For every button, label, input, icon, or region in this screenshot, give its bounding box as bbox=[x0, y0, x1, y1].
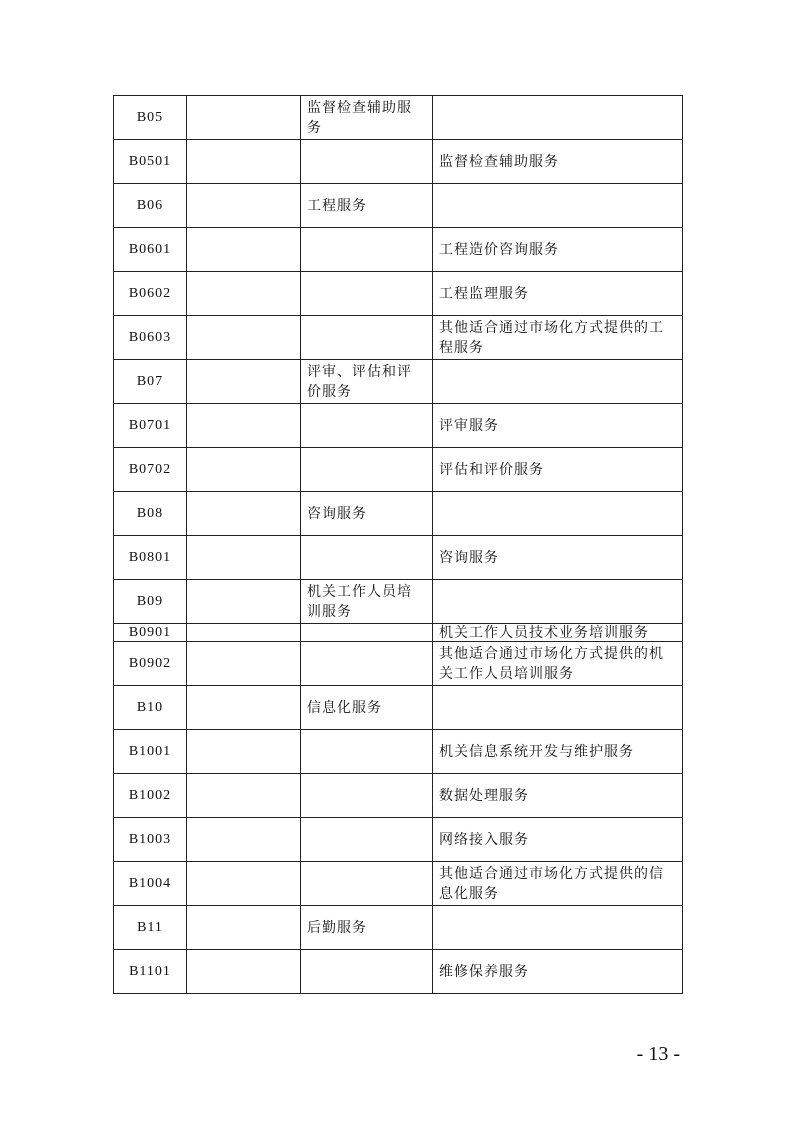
table-row bbox=[114, 950, 683, 994]
row-code: B1002 bbox=[114, 774, 187, 818]
row-subcategory: 评审、评估和评价服务 bbox=[301, 360, 433, 404]
row-category bbox=[187, 774, 301, 818]
row-code: B0501 bbox=[114, 140, 187, 184]
row-subcategory: 信息化服务 bbox=[301, 686, 433, 730]
row-subcategory bbox=[301, 448, 433, 492]
row-category bbox=[187, 906, 301, 950]
row-code: B1004 bbox=[114, 862, 187, 906]
row-subcategory bbox=[301, 730, 433, 774]
table-row bbox=[114, 272, 683, 316]
table-row bbox=[114, 448, 683, 492]
row-subcategory: 后勤服务 bbox=[301, 906, 433, 950]
table-row bbox=[114, 492, 683, 536]
row-code: B0601 bbox=[114, 228, 187, 272]
row-category bbox=[187, 642, 301, 686]
row-code: B0602 bbox=[114, 272, 187, 316]
table-row bbox=[114, 774, 683, 818]
row-subcategory: 咨询服务 bbox=[301, 492, 433, 536]
row-subcategory bbox=[301, 818, 433, 862]
row-code: B11 bbox=[114, 906, 187, 950]
row-category bbox=[187, 624, 301, 642]
table-row bbox=[114, 228, 683, 272]
row-item bbox=[433, 580, 683, 624]
row-subcategory bbox=[301, 404, 433, 448]
row-category bbox=[187, 184, 301, 228]
table-row bbox=[114, 862, 683, 906]
row-subcategory bbox=[301, 642, 433, 686]
table-row bbox=[114, 184, 683, 228]
table-row bbox=[114, 642, 683, 686]
row-category bbox=[187, 360, 301, 404]
row-item: 评审服务 bbox=[433, 404, 683, 448]
table-row bbox=[114, 360, 683, 404]
row-code: B0702 bbox=[114, 448, 187, 492]
row-item bbox=[433, 906, 683, 950]
row-category bbox=[187, 862, 301, 906]
table-row bbox=[114, 906, 683, 950]
row-code: B1001 bbox=[114, 730, 187, 774]
table-row bbox=[114, 730, 683, 774]
row-item: 维修保养服务 bbox=[433, 950, 683, 994]
table-row bbox=[114, 96, 683, 140]
table-row bbox=[114, 818, 683, 862]
row-subcategory bbox=[301, 272, 433, 316]
row-category bbox=[187, 818, 301, 862]
row-item: 其他适合通过市场化方式提供的工程服务 bbox=[433, 316, 683, 360]
row-item bbox=[433, 492, 683, 536]
row-item bbox=[433, 360, 683, 404]
row-code: B05 bbox=[114, 96, 187, 140]
page-number: - 13 - bbox=[636, 1043, 680, 1065]
row-subcategory bbox=[301, 536, 433, 580]
row-item: 网络接入服务 bbox=[433, 818, 683, 862]
row-subcategory bbox=[301, 316, 433, 360]
row-category bbox=[187, 950, 301, 994]
row-category bbox=[187, 492, 301, 536]
row-item bbox=[433, 96, 683, 140]
row-item: 机关工作人员技术业务培训服务 bbox=[433, 624, 683, 642]
row-subcategory bbox=[301, 140, 433, 184]
row-item: 评估和评价服务 bbox=[433, 448, 683, 492]
row-item: 咨询服务 bbox=[433, 536, 683, 580]
table-row bbox=[114, 686, 683, 730]
row-item: 监督检查辅助服务 bbox=[433, 140, 683, 184]
row-category bbox=[187, 448, 301, 492]
row-category bbox=[187, 686, 301, 730]
row-code: B0901 bbox=[114, 624, 187, 642]
row-item bbox=[433, 184, 683, 228]
row-subcategory bbox=[301, 774, 433, 818]
row-category bbox=[187, 272, 301, 316]
row-code: B0701 bbox=[114, 404, 187, 448]
row-category bbox=[187, 404, 301, 448]
row-subcategory bbox=[301, 624, 433, 642]
row-subcategory: 机关工作人员培训服务 bbox=[301, 580, 433, 624]
row-code: B07 bbox=[114, 360, 187, 404]
row-category bbox=[187, 316, 301, 360]
row-category bbox=[187, 96, 301, 140]
row-code: B0603 bbox=[114, 316, 187, 360]
row-code: B0801 bbox=[114, 536, 187, 580]
row-subcategory: 工程服务 bbox=[301, 184, 433, 228]
row-subcategory bbox=[301, 228, 433, 272]
row-code: B09 bbox=[114, 580, 187, 624]
table-row bbox=[114, 316, 683, 360]
row-category bbox=[187, 140, 301, 184]
row-code: B08 bbox=[114, 492, 187, 536]
row-item: 工程监理服务 bbox=[433, 272, 683, 316]
row-item: 其他适合通过市场化方式提供的机关工作人员培训服务 bbox=[433, 642, 683, 686]
row-item: 其他适合通过市场化方式提供的信息化服务 bbox=[433, 862, 683, 906]
table-row bbox=[114, 404, 683, 448]
row-code: B10 bbox=[114, 686, 187, 730]
row-category bbox=[187, 580, 301, 624]
row-item: 机关信息系统开发与维护服务 bbox=[433, 730, 683, 774]
row-code: B0902 bbox=[114, 642, 187, 686]
service-catalog-table bbox=[113, 95, 683, 994]
row-code: B1101 bbox=[114, 950, 187, 994]
row-item: 数据处理服务 bbox=[433, 774, 683, 818]
row-item: 工程造价咨询服务 bbox=[433, 228, 683, 272]
table-row bbox=[114, 624, 683, 642]
row-subcategory bbox=[301, 862, 433, 906]
row-code: B06 bbox=[114, 184, 187, 228]
row-category bbox=[187, 228, 301, 272]
row-code: B1003 bbox=[114, 818, 187, 862]
table-row bbox=[114, 140, 683, 184]
row-category bbox=[187, 536, 301, 580]
row-subcategory bbox=[301, 950, 433, 994]
table-row bbox=[114, 536, 683, 580]
row-category bbox=[187, 730, 301, 774]
row-subcategory: 监督检查辅助服务 bbox=[301, 96, 433, 140]
table-row bbox=[114, 580, 683, 624]
row-item bbox=[433, 686, 683, 730]
